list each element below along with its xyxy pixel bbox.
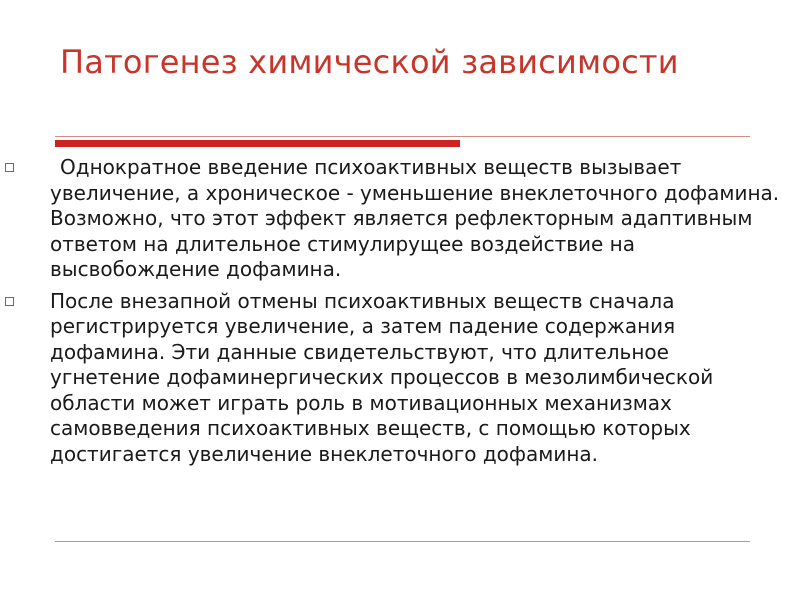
hollow-square-bullet-icon: [5, 163, 14, 172]
title-accent-bar: [55, 140, 460, 147]
bullet-text: После внезапной отмены психоактивных веществ сначала регистрируется увеличение, а затем падение содержания дофамина. Эти данные свидетельствуют, что длительное угнетение дофаминергических процессов в мезолимбической области может играть роль в мотивационных механизмах самовведения психоактивных веществ, с помощью которых достигается увеличение внеклеточного дофамина.: [50, 288, 714, 466]
title-divider-line: [55, 136, 750, 137]
slide-title: Патогенез химической зависимости: [60, 43, 679, 81]
footer-divider-line: [55, 541, 750, 542]
list-item: [0, 155, 780, 283]
hollow-square-bullet-icon: [5, 297, 14, 306]
bullet-list: [0, 155, 800, 473]
bullet-text: Однократное введение психоактивных веществ вызывает увеличение, а хроническое - уменьшение внеклеточного дофамина. Возможно, что этот эффект является рефлекторным адаптивным ответом на длительное стимулирущее воздействие на высвобождение дофамина.: [50, 155, 780, 281]
list-item: [0, 289, 780, 468]
